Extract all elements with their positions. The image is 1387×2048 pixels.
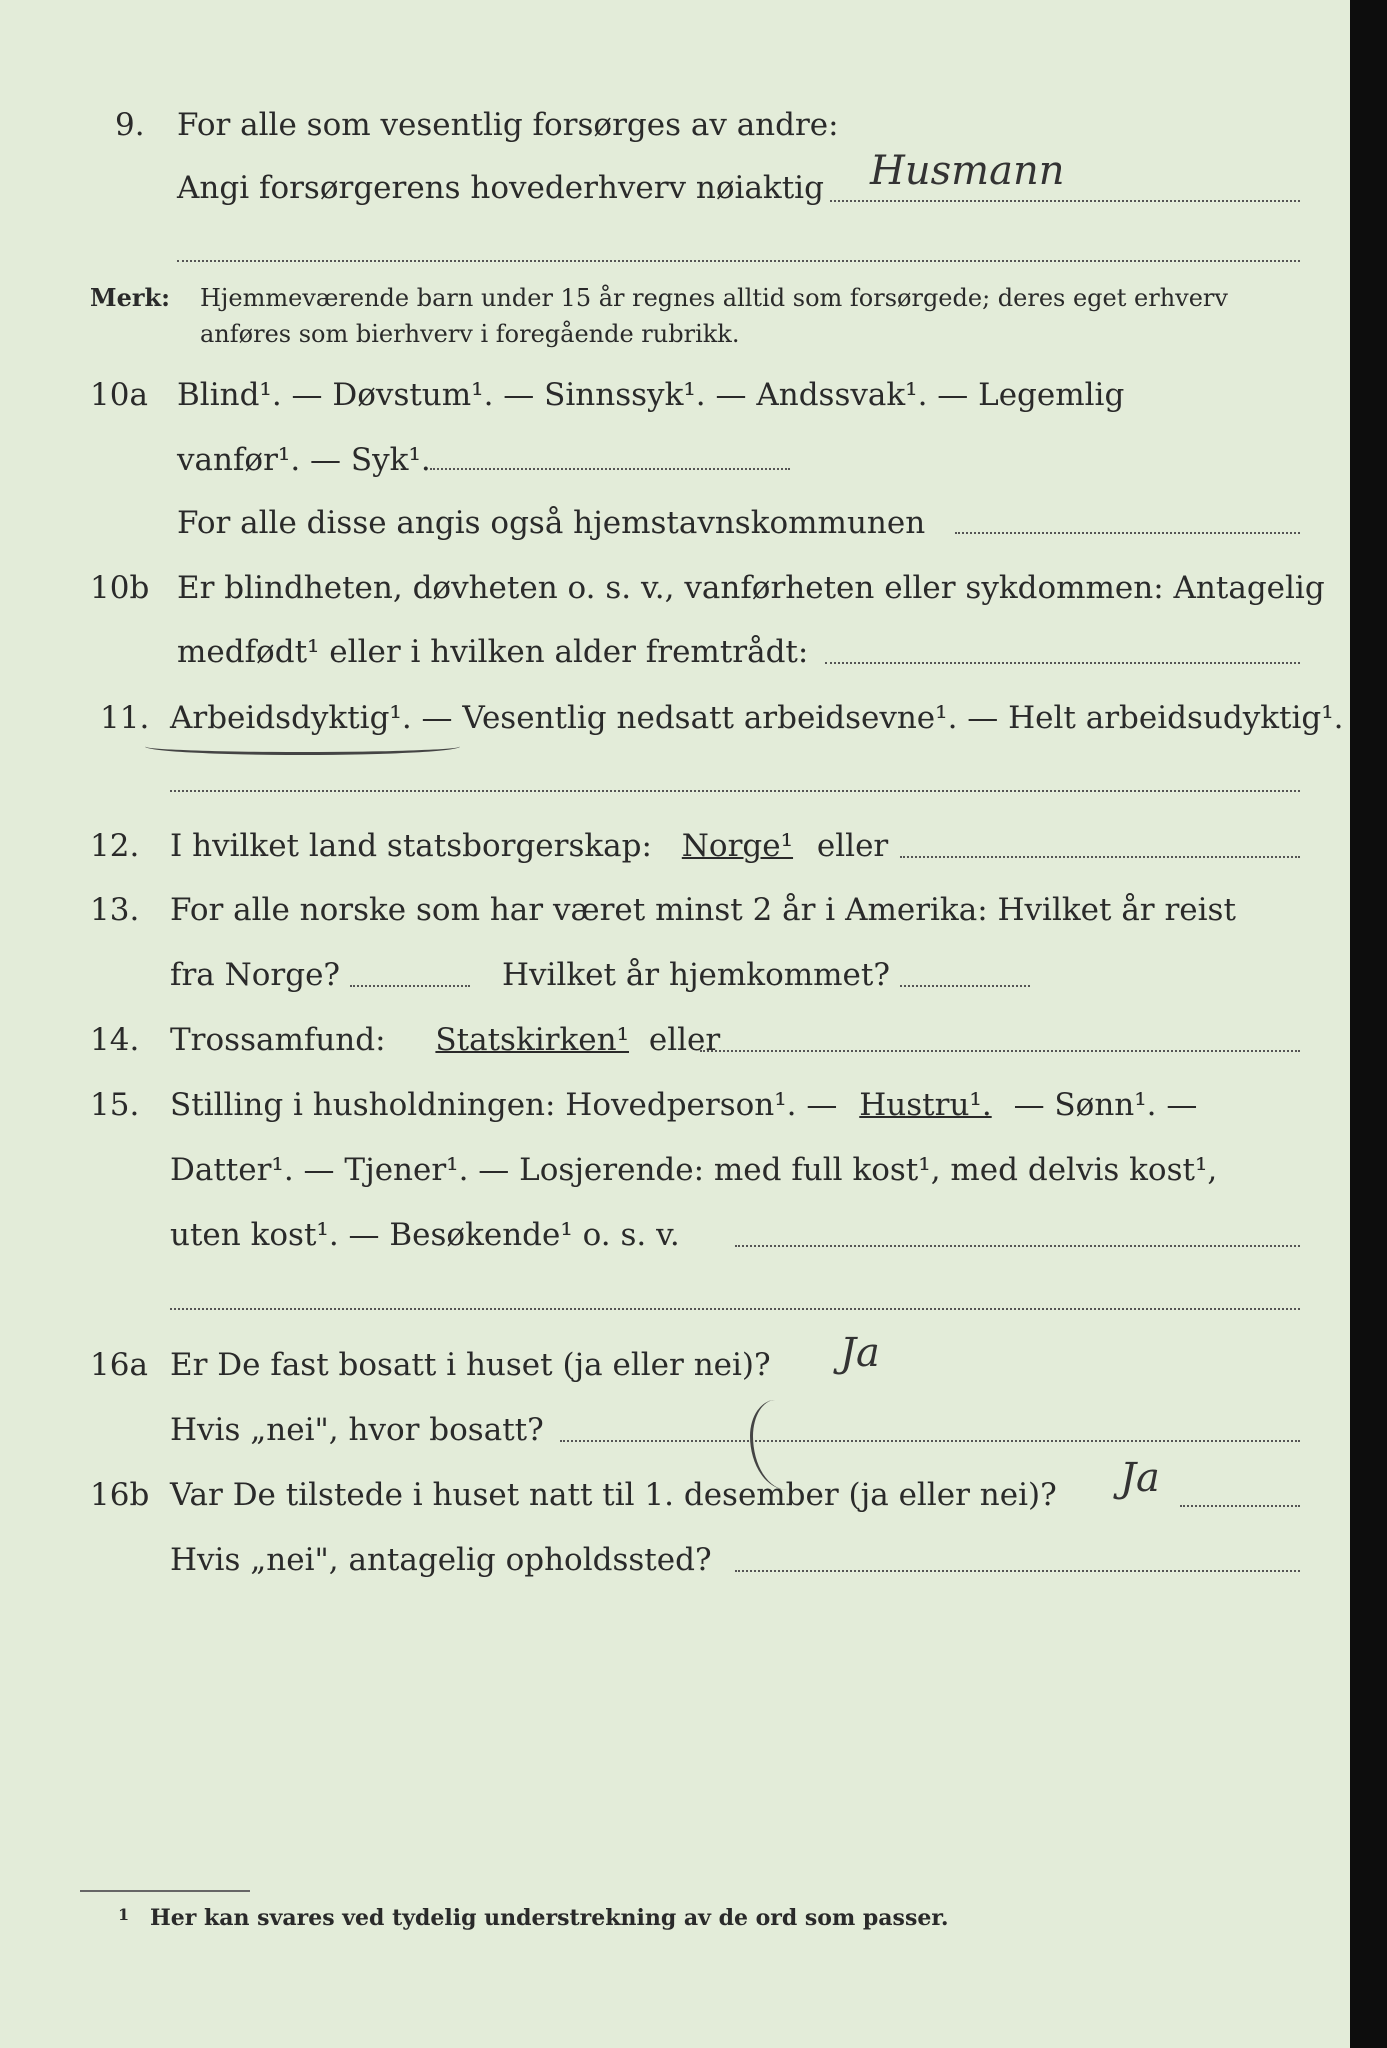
- q16a-bosatt-line: [560, 1440, 1300, 1442]
- q10a-line-1: Blind¹. — Døvstum¹. — Sinnssyk¹. — Andssvak¹. — Legemlig: [177, 377, 1125, 413]
- footnote-mark: 1: [118, 1905, 130, 1924]
- q14-statskirken-underlined: Statskirken¹: [435, 1022, 629, 1058]
- q11-extra-line: [170, 790, 1300, 792]
- q16a-line-1: Er De fast bosatt i huset (ja eller nei)?: [170, 1347, 771, 1383]
- q14-eller: eller: [648, 1022, 721, 1058]
- q10a-number: 10a: [90, 377, 148, 413]
- q13-hjemkommet-line: [900, 985, 1030, 987]
- q9-number: 9.: [115, 107, 145, 143]
- q12-line: [170, 826, 888, 866]
- q12-norge-underlined: Norge¹: [681, 828, 794, 864]
- q14-answer-line: [700, 1050, 1300, 1052]
- q11-number: 11.: [100, 700, 150, 736]
- q9-answer-line: [830, 200, 1300, 202]
- q10b-alder-line: [825, 662, 1300, 664]
- q15-hustru-underlined: Hustru¹.: [859, 1087, 992, 1123]
- q12-number: 12.: [90, 828, 140, 864]
- q9-extra-line: [177, 260, 1300, 262]
- q16b-opholdssted-line: [735, 1570, 1300, 1572]
- q10b-line-1: Er blindheten, døvheten o. s. v., vanførheten eller sykdommen: Antagelig: [177, 570, 1325, 606]
- merk-line-2: anføres som bierhverv i foregående rubrikk.: [200, 320, 740, 348]
- q10a-kommune-line: [955, 532, 1300, 534]
- q15-line-3: uten kost¹. — Besøkende¹ o. s. v.: [170, 1217, 680, 1253]
- q12-answer-line: [900, 856, 1300, 858]
- q15-line-1-post: — Sønn¹. —: [1013, 1087, 1198, 1123]
- q13-line-2a: fra Norge?: [170, 957, 341, 993]
- footnote-rule: [80, 1890, 250, 1892]
- q16b-number: 16b: [90, 1477, 150, 1513]
- q9-line-2: Angi forsørgerens hovederhverv nøiaktig: [177, 170, 824, 206]
- merk-label: Merk:: [90, 283, 170, 312]
- q12-text: I hvilket land statsborgerskap:: [170, 828, 652, 864]
- q15-number: 15.: [90, 1087, 140, 1123]
- q13-line-1: For alle norske som har været minst 2 år i Amerika: Hvilket år reist: [170, 892, 1236, 928]
- q13-number: 13.: [90, 892, 140, 928]
- merk-line-1: Hjemmeværende barn under 15 år regnes alltid som forsørgede; deres eget erhverv: [200, 284, 1228, 312]
- q9-handwritten-answer: Husmann: [870, 148, 1065, 194]
- q13-line-2b: Hvilket år hjemkommet?: [502, 957, 890, 993]
- q15-answer-line: [735, 1245, 1300, 1247]
- q16b-line-1: Var De tilstede i huset natt til 1. desember (ja eller nei)?: [170, 1477, 1057, 1513]
- q16a-handwritten-answer: Ja: [840, 1330, 880, 1376]
- q9-line-1: For alle som vesentlig forsørges av andre:: [177, 107, 839, 143]
- q15-line-1: [170, 1085, 1197, 1125]
- footnote-text: Her kan svares ved tydelig understrekning av de ord som passer.: [150, 1905, 949, 1931]
- q16a-number: 16a: [90, 1347, 148, 1383]
- q14-line: [170, 1020, 720, 1060]
- q10a-line-3: For alle disse angis også hjemstavnskommunen: [177, 505, 926, 541]
- q11-handwritten-underline: [145, 738, 460, 755]
- q16a-line-2: Hvis „nei", hvor bosatt?: [170, 1412, 544, 1448]
- q10a-syk-line: [430, 468, 790, 470]
- q14-number: 14.: [90, 1022, 140, 1058]
- q13-reist-line: [350, 985, 470, 987]
- scan-edge: [1350, 0, 1387, 2048]
- q14-text: Trossamfund:: [170, 1022, 386, 1058]
- q16b-line-2: Hvis „nei", antagelig opholdssted?: [170, 1542, 712, 1578]
- q10b-number: 10b: [90, 570, 150, 606]
- q16b-handwritten-answer: Ja: [1120, 1455, 1160, 1501]
- q10b-line-2: medfødt¹ eller i hvilken alder fremtrådt:: [177, 634, 809, 670]
- q15-line-1-pre: Stilling i husholdningen: Hovedperson¹. —: [170, 1087, 838, 1123]
- q10a-line-2: vanfør¹. — Syk¹.: [177, 442, 431, 478]
- q16b-answer-line: [1180, 1505, 1300, 1507]
- q15-line-2: Datter¹. — Tjener¹. — Losjerende: med full kost¹, med delvis kost¹,: [170, 1152, 1218, 1188]
- q12-eller: eller: [816, 828, 889, 864]
- q15-extra-line: [170, 1308, 1300, 1310]
- q11-line-1: Arbeidsdyktig¹. — Vesentlig nedsatt arbeidsevne¹. — Helt arbeidsudyktig¹.: [170, 700, 1344, 736]
